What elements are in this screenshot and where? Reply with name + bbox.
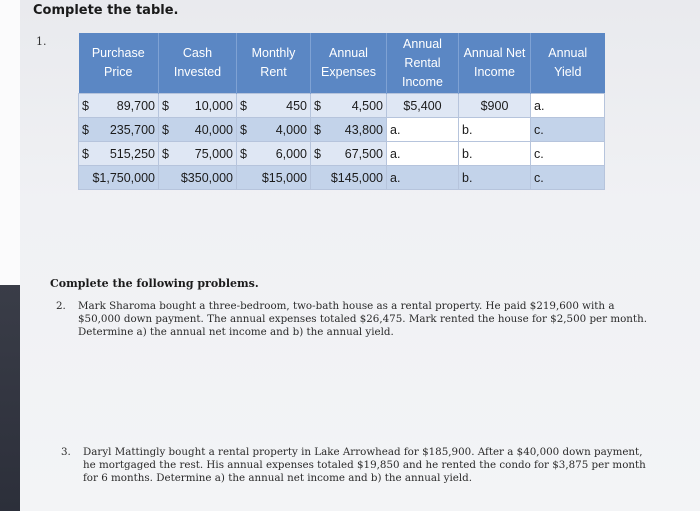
problem-2-line-3: Determine a) the annual net income and b) the annual yield. [78, 326, 394, 338]
problem-2 [56, 300, 676, 345]
annual-yield-cell[interactable]: c. [531, 142, 605, 166]
annual-expenses-cell: $145,000 [311, 166, 387, 190]
problem-3-number: 3. [61, 446, 71, 458]
annual-rental-income-cell: $5,400 [387, 94, 459, 118]
annual-expenses-cell: $ 43,800 [311, 118, 387, 142]
table-row [79, 142, 605, 166]
table-row [79, 166, 605, 190]
rental-table [78, 33, 604, 193]
annual-net-income-cell[interactable]: b. [459, 142, 531, 166]
table-row [79, 118, 605, 142]
annual-rental-income-cell[interactable]: a. [387, 118, 459, 142]
cash-invested-cell: $350,000 [159, 166, 237, 190]
purchase-price-cell: $ 235,700 [79, 118, 159, 142]
header-annual-net-income: Annual Net Income [459, 33, 531, 94]
table-header-row [79, 33, 605, 94]
annual-expenses-cell: $ 67,500 [311, 142, 387, 166]
annual-yield-cell[interactable]: a. [531, 94, 605, 118]
annual-net-income-cell[interactable]: b. [459, 118, 531, 142]
problem-2-number: 2. [56, 300, 66, 312]
problem-3-line-3: for 6 months. Determine a) the annual net income and b) the annual yield. [83, 472, 472, 484]
monthly-rent-cell: $15,000 [237, 166, 311, 190]
annual-net-income-cell: $900 [459, 94, 531, 118]
header-annual-expenses: Annual Expenses [311, 33, 387, 94]
annual-rental-income-cell[interactable]: a. [387, 142, 459, 166]
left-edge-strip [0, 0, 20, 511]
header-annual-rental-income: Annual Rental Income [387, 33, 459, 94]
cash-invested-cell: $ 40,000 [159, 118, 237, 142]
purchase-price-cell: $1,750,000 [79, 166, 159, 190]
monthly-rent-cell: $ 4,000 [237, 118, 311, 142]
annual-rental-income-cell[interactable]: a. [387, 166, 459, 190]
page-title: Complete the table. [33, 3, 179, 18]
problem-3-line-2: he mortgaged the rest. His annual expenses totaled $19,850 and he rented the condo for $3,875 per month [83, 459, 646, 471]
purchase-price-cell: $ 89,700 [79, 94, 159, 118]
problem-3-line-1: Daryl Mattingly bought a rental property in Lake Arrowhead for $185,900. After a $40,000 down payment, [83, 446, 643, 458]
problem-3 [61, 446, 681, 491]
problem-2-line-1: Mark Sharoma bought a three-bedroom, two-bath house as a rental property. He paid $219,600 with a [78, 300, 615, 312]
table-row [79, 94, 605, 118]
header-purchase-price: Purchase Price [79, 33, 159, 94]
annual-yield-cell[interactable]: c. [531, 118, 605, 142]
problem-number: 1. [36, 35, 47, 48]
header-monthly-rent: Monthly Rent [237, 33, 311, 94]
monthly-rent-cell: $ 6,000 [237, 142, 311, 166]
header-annual-yield: Annual Yield [531, 33, 605, 94]
section-subheading: Complete the following problems. [50, 277, 259, 290]
header-cash-invested: Cash Invested [159, 33, 237, 94]
purchase-price-cell: $ 515,250 [79, 142, 159, 166]
annual-yield-cell[interactable]: c. [531, 166, 605, 190]
annual-expenses-cell: $ 4,500 [311, 94, 387, 118]
cash-invested-cell: $ 75,000 [159, 142, 237, 166]
cash-invested-cell: $ 10,000 [159, 94, 237, 118]
monthly-rent-cell: $ 450 [237, 94, 311, 118]
problem-2-line-2: $50,000 down payment. The annual expenses totaled $26,475. Mark rented the house for $2,500 per month. [78, 313, 647, 325]
annual-net-income-cell[interactable]: b. [459, 166, 531, 190]
